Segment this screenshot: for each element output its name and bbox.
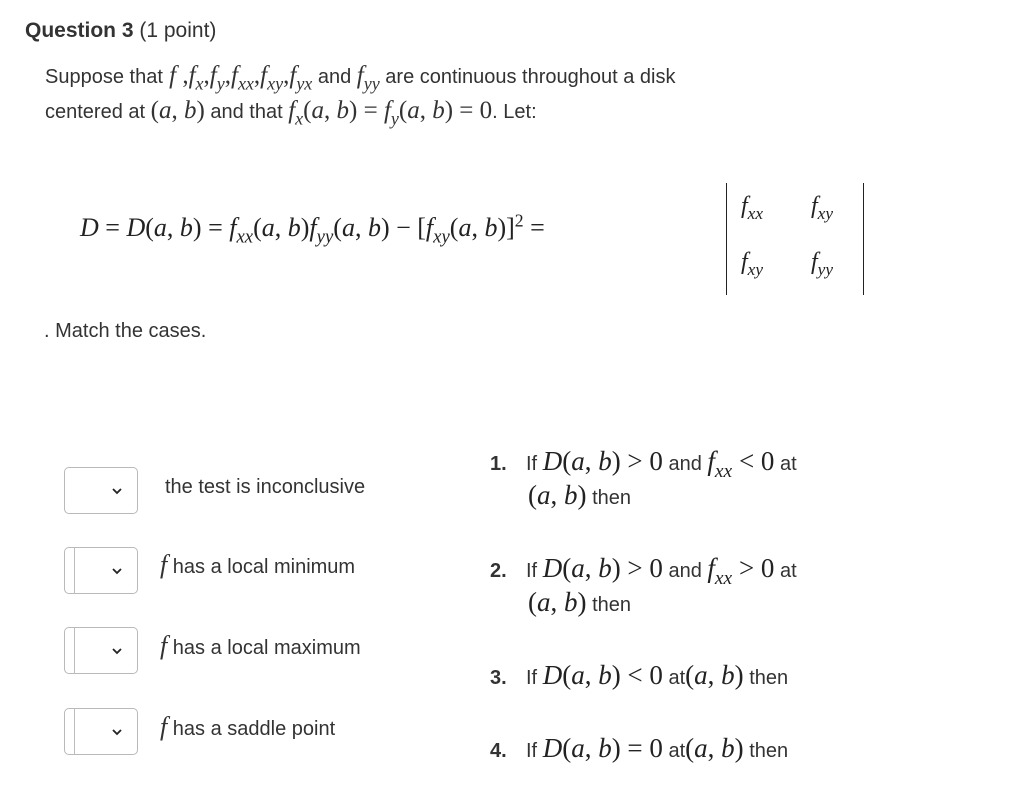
question-title — [25, 19, 216, 43]
case-4: 4. If D(a, b) = 0 at(a, b) then — [490, 733, 789, 763]
chevron-down-icon — [109, 643, 125, 659]
det-fxy-bottom: $f_{xy}$ — [741, 249, 763, 280]
select-edge — [74, 627, 78, 674]
answer-select-1[interactable] — [64, 467, 138, 514]
match-instruction: . Match the cases. — [44, 320, 207, 342]
answer-label-2: f has a local minimum — [160, 550, 356, 579]
hessian-determinant — [726, 183, 864, 295]
det-fxy-top: $f_{xy}$ — [811, 193, 833, 224]
case-3: 3. If D(a, b) < 0 at(a, b) then — [490, 660, 789, 690]
answer-label-4: f has a saddle point — [160, 712, 336, 741]
answer-label-3: f has a local maximum — [160, 631, 361, 660]
det-fyy: $f_{yy}$ — [811, 249, 833, 280]
case-2: 2. If D(a, b) > 0 and $f_{xx} > 0$ at (a, b) then — [490, 553, 797, 617]
select-edge — [74, 708, 78, 755]
chevron-down-icon — [109, 724, 125, 740]
det-fxx: $f_{xx}$ — [741, 193, 763, 224]
question-number: Question 3 — [25, 19, 134, 42]
answer-label-1: the test is inconclusive — [165, 476, 366, 498]
case-1: 1. If D(a, b) > 0 and $f_{xx} < 0$ at (a, b) then — [490, 446, 797, 510]
discriminant-formula: D = D(a, $b) = f_{xx}(a$, $b)f_{yy}(a$, $b) - [f_{xy}(a$, b)]$^2$ = — [80, 210, 545, 248]
chevron-down-icon — [109, 563, 125, 579]
select-edge — [74, 547, 78, 594]
prompt-line-2: centered at (a, b) and that $f_x(a$, $b) = f_y(a$, b) = 0. Let: — [45, 97, 537, 129]
question-points: (1 point) — [139, 19, 217, 42]
chevron-down-icon — [109, 483, 125, 499]
prompt-line-1: Suppose that f $,f_x,f_y,f_{xx},f_{xy},f_{yx}$ and $f_{yy}$ are continuous throughout a disk — [45, 62, 676, 94]
